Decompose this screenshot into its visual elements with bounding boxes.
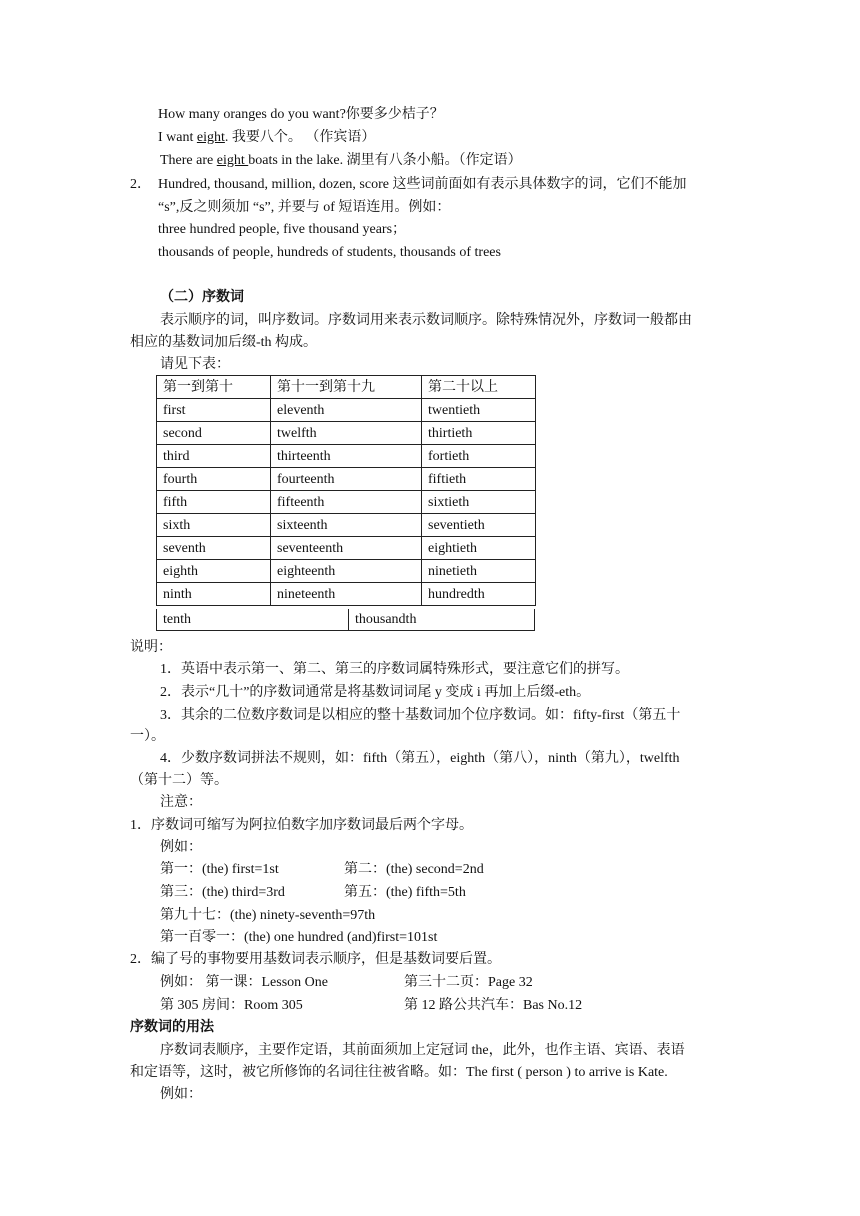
point2-line2: “s”,反之则须加 “s”, 并要与 of 短语连用。例如： bbox=[158, 200, 451, 215]
table-cell: thirtieth bbox=[422, 422, 536, 445]
table-header: 第二十以上 bbox=[422, 376, 536, 399]
note-item: 4．少数序数词拼法不规则，如：fifth（第五），eighth（第八），ninth（第九），twelfth bbox=[160, 751, 680, 766]
table-cell: nineteenth bbox=[271, 583, 422, 606]
table-row bbox=[157, 445, 536, 468]
abbr-example: 第五：(the) fifth=5th bbox=[344, 885, 466, 900]
text-fragment: There are bbox=[160, 153, 217, 168]
table-cell: fourth bbox=[157, 468, 271, 491]
abbr-example: 第一：(the) first=1st bbox=[160, 862, 279, 877]
table-cell: tenth bbox=[163, 612, 191, 627]
table-cell: twentieth bbox=[422, 399, 536, 422]
cardinal-example: 例如： 第一课：Lesson One bbox=[160, 975, 328, 990]
attention-label: 注意： bbox=[160, 795, 202, 810]
see-table-label: 请见下表： bbox=[160, 357, 230, 372]
cardinal-example: 第 305 房间：Room 305 bbox=[160, 998, 303, 1013]
note-item: 1．英语中表示第一、第二、第三的序数词属特殊形式，要注意它们的拼写。 bbox=[160, 662, 629, 677]
point2-line1: Hundred, thousand, million, dozen, score 这些词前面如有表示具体数字的词，它们不能加 bbox=[158, 177, 687, 192]
text-fragment: I want bbox=[158, 130, 197, 145]
table-cell: first bbox=[157, 399, 271, 422]
table-cell: twelfth bbox=[271, 422, 422, 445]
table-cell: eighth bbox=[157, 560, 271, 583]
attention-item: 2．编了号的事物要用基数词表示顺序，但是基数词要后置。 bbox=[130, 952, 501, 967]
table-header-row bbox=[157, 376, 536, 399]
table-header: 第十一到第十九 bbox=[271, 376, 422, 399]
text-fragment: boats in the lake. 湖里有八条小船。（作定语） bbox=[248, 153, 522, 168]
cell-divider bbox=[348, 609, 349, 631]
table-row bbox=[157, 537, 536, 560]
table-row bbox=[157, 468, 536, 491]
cardinal-example: 第 12 路公共汽车：Bas No.12 bbox=[404, 998, 583, 1013]
table-cell: ninth bbox=[157, 583, 271, 606]
abbr-example: 第九十七：(the) ninety-seventh=97th bbox=[160, 908, 376, 923]
point-number: 2． bbox=[130, 177, 151, 192]
section-paragraph: 表示顺序的词，叫序数词。序数词用来表示数词顺序。除特殊情况外，序数词一般都由 bbox=[160, 313, 692, 328]
table-row bbox=[157, 583, 536, 606]
note-item: 3．其余的二位数序数词是以相应的整十基数词加个位序数词。如：fifty-first（第五十 bbox=[160, 708, 681, 723]
example-label: 例如： bbox=[160, 1087, 202, 1102]
note-item: 2．表示“几十”的序数词通常是将基数词词尾 y 变成 i 再加上后缀-eth。 bbox=[160, 685, 591, 700]
note-item-cont: 一）。 bbox=[130, 729, 165, 744]
table-cell: sixth bbox=[157, 514, 271, 537]
usage-paragraph: 序数词表顺序，主要作定语，其前面须加上定冠词 the，此外，也作主语、宾语、表语 bbox=[160, 1043, 685, 1058]
table-row bbox=[157, 399, 536, 422]
underlined-word: eight bbox=[196, 130, 225, 145]
table-cell: seventh bbox=[157, 537, 271, 560]
point2-example1: three hundred people, five thousand years； bbox=[158, 222, 407, 237]
table-header: 第一到第十 bbox=[157, 376, 271, 399]
table-cell: fiftieth bbox=[422, 468, 536, 491]
table-cell: thirteenth bbox=[271, 445, 422, 468]
table-row bbox=[157, 560, 536, 583]
table-cell: seventieth bbox=[422, 514, 536, 537]
table-cell: eleventh bbox=[271, 399, 422, 422]
table-cell: fourteenth bbox=[271, 468, 422, 491]
abbr-example: 第二：(the) second=2nd bbox=[344, 862, 484, 877]
table-cell: fifth bbox=[157, 491, 271, 514]
table-cell: ninetieth bbox=[422, 560, 536, 583]
notes-title: 说明： bbox=[130, 640, 172, 655]
section-heading: （二）序数词 bbox=[160, 290, 244, 305]
ordinal-table bbox=[156, 375, 536, 606]
table-cell: eighteenth bbox=[271, 560, 422, 583]
example-question: How many oranges do you want?你要多少桔子？ bbox=[158, 107, 444, 122]
note-item-cont: （第十二）等。 bbox=[130, 773, 228, 788]
table-cell: thousandth bbox=[355, 612, 417, 627]
example-label: 例如： bbox=[160, 840, 202, 855]
table-cell: fortieth bbox=[422, 445, 536, 468]
usage-paragraph: 和定语等，这时，被它所修饰的名词往往被省略。如：The first ( person ) to arrive is Kate. bbox=[130, 1065, 668, 1080]
underlined-word: eight bbox=[216, 153, 249, 168]
abbr-example: 第一百零一：(the) one hundred (and)first=101st bbox=[160, 930, 438, 945]
usage-heading: 序数词的用法 bbox=[130, 1020, 214, 1035]
table-cell: sixteenth bbox=[271, 514, 422, 537]
example-object bbox=[158, 128, 375, 148]
table-cell: seventeenth bbox=[271, 537, 422, 560]
abbr-example: 第三：(the) third=3rd bbox=[160, 885, 285, 900]
table-row bbox=[157, 422, 536, 445]
table-cell: third bbox=[157, 445, 271, 468]
section-paragraph: 相应的基数词加后缀-th 构成。 bbox=[130, 335, 318, 350]
table-cell: second bbox=[157, 422, 271, 445]
table-row bbox=[157, 514, 536, 537]
text-fragment: . 我要八个。 （作宾语） bbox=[224, 130, 376, 145]
table-row bbox=[157, 491, 536, 514]
table-last-row bbox=[156, 609, 535, 631]
table-cell: eightieth bbox=[422, 537, 536, 560]
table-cell: fifteenth bbox=[271, 491, 422, 514]
table-cell: sixtieth bbox=[422, 491, 536, 514]
cardinal-example: 第三十二页：Page 32 bbox=[404, 975, 533, 990]
example-attributive bbox=[160, 151, 522, 171]
attention-item: 1．序数词可缩写为阿拉伯数字加序数词最后两个字母。 bbox=[130, 818, 473, 833]
point2-example2: thousands of people, hundreds of students, thousands of trees bbox=[158, 245, 501, 260]
table-cell: hundredth bbox=[422, 583, 536, 606]
